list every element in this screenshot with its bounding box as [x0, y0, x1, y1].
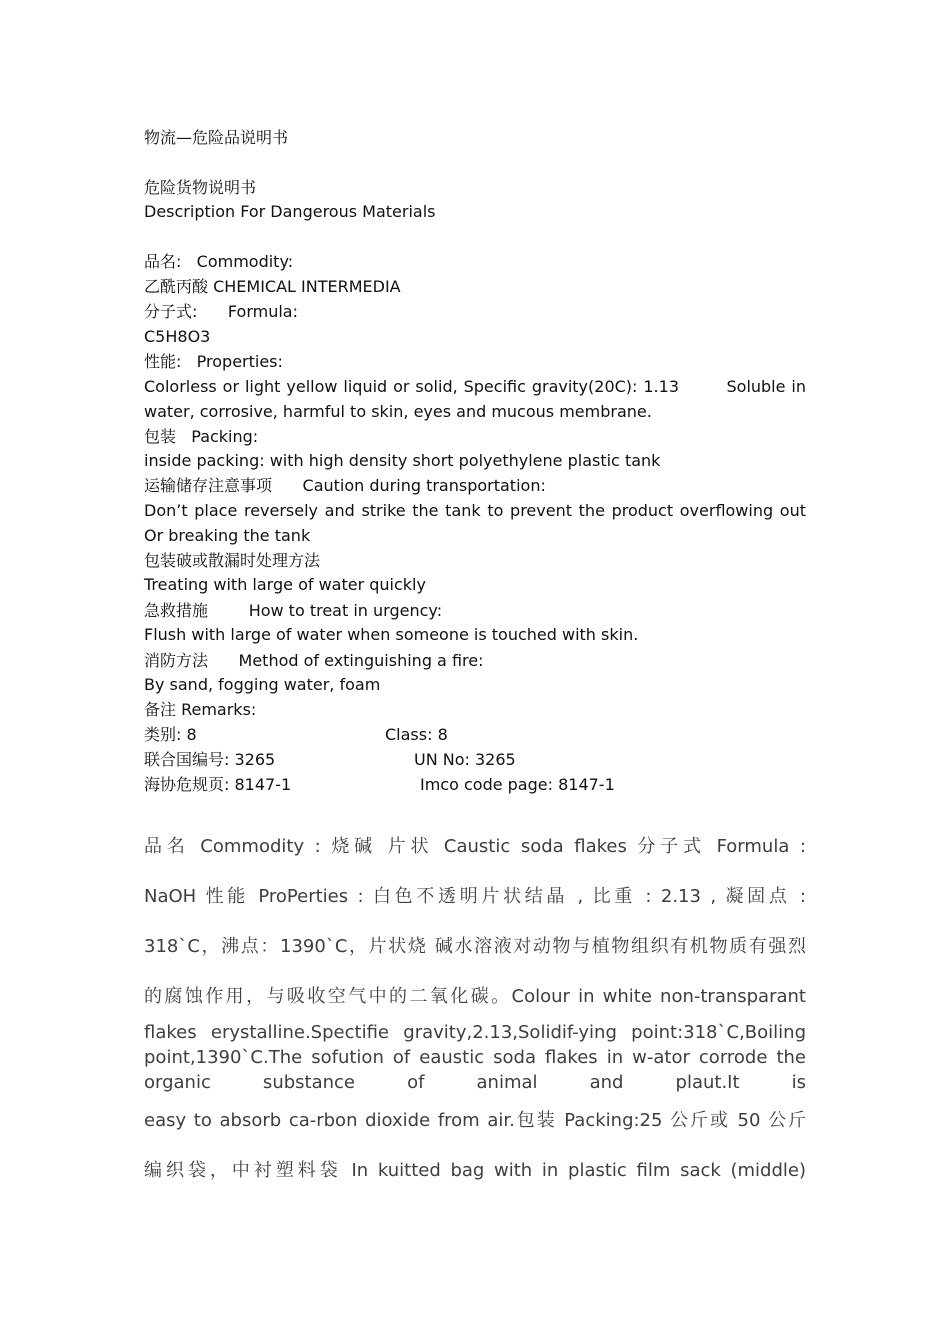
properties-label: 性能: Properties: [144, 352, 283, 371]
document-title: 物流—危险品说明书 [144, 128, 289, 147]
formula-label: 分子式: Formula: [144, 302, 298, 321]
subtitle-cn: 危险货物说明书 [144, 178, 257, 197]
class-en: Class: 8 [385, 725, 448, 744]
urgency-label: 急救措施 How to treat in urgency: [144, 601, 443, 620]
formula-value: C5H8O3 [144, 327, 211, 346]
remarks-label: 备注 Remarks: [144, 700, 257, 719]
packing-label: 包装 Packing: [144, 427, 259, 446]
properties-value: Colorless or light yellow liquid or solid, Specific gravity(20C): 1.13 Soluble in water, corrosive, harmful to skin, eyes and mucous membrane. [144, 377, 812, 421]
caustic-line-4: 的腐蚀作用，与吸收空气中的二氧化碳。Colour in white non-transparant [144, 986, 806, 1007]
caustic-line-3: 318`C，沸点：1390`C，片状烧 碱水溶液对动物与植物组织有机物质有强烈 [144, 936, 806, 957]
caustic-line-5: easy to absorb ca-rbon dioxide from air.包装 Packing:25 公斤或 50 公斤 [144, 1110, 806, 1131]
commodity-label: 品名: Commodity: [144, 252, 294, 271]
leak-value: Treating with large of water quickly [144, 575, 426, 594]
subtitle-en: Description For Dangerous Materials [144, 202, 436, 221]
caustic-line-2: NaOH 性能 ProPerties : 白色不透明片状结晶 , 比重 : 2.13 , 凝固点 : [144, 886, 806, 907]
imco-page-en: Imco code page: 8147-1 [420, 775, 615, 794]
imco-page-cn: 海协危规页: 8147-1 [144, 775, 292, 794]
caution-label: 运输储存注意事项 Caution during transportation: [144, 476, 546, 495]
leak-label: 包装破或散漏时处理方法 [144, 551, 321, 570]
caustic-line-6: 编织袋，中衬塑料袋 In kuitted bag with in plastic film sack (middle) [144, 1160, 806, 1181]
commodity-value: 乙酰丙酸 CHEMICAL INTERMEDIA [144, 277, 401, 296]
fire-label: 消防方法 Method of extinguishing a fire: [144, 651, 484, 670]
urgency-value: Flush with large of water when someone is touched with skin. [144, 625, 639, 644]
fire-value: By sand, fogging water, foam [144, 675, 381, 694]
packing-value: inside packing: with high density short polyethylene plastic tank [144, 451, 661, 470]
un-number-cn: 联合国编号: 3265 [144, 750, 276, 769]
caustic-line-1: 品名 Commodity : 烧碱 片状 Caustic soda flakes 分子式 Formula : [144, 836, 806, 857]
un-number-en: UN No: 3265 [414, 750, 516, 769]
caution-value: Don’t place reversely and strike the tank to prevent the product overflowing out Or breaking the tank [144, 501, 806, 545]
class-cn: 类别: 8 [144, 725, 197, 744]
caustic-paragraph: flakes erystalline.Spectifie gravity,2.13,Solidif-ying point:318`C,Boiling point,1390`C.The sofution of eaustic soda flakes in w-ator corrode the organic substance of animal and plaut.It is [144, 1022, 806, 1093]
